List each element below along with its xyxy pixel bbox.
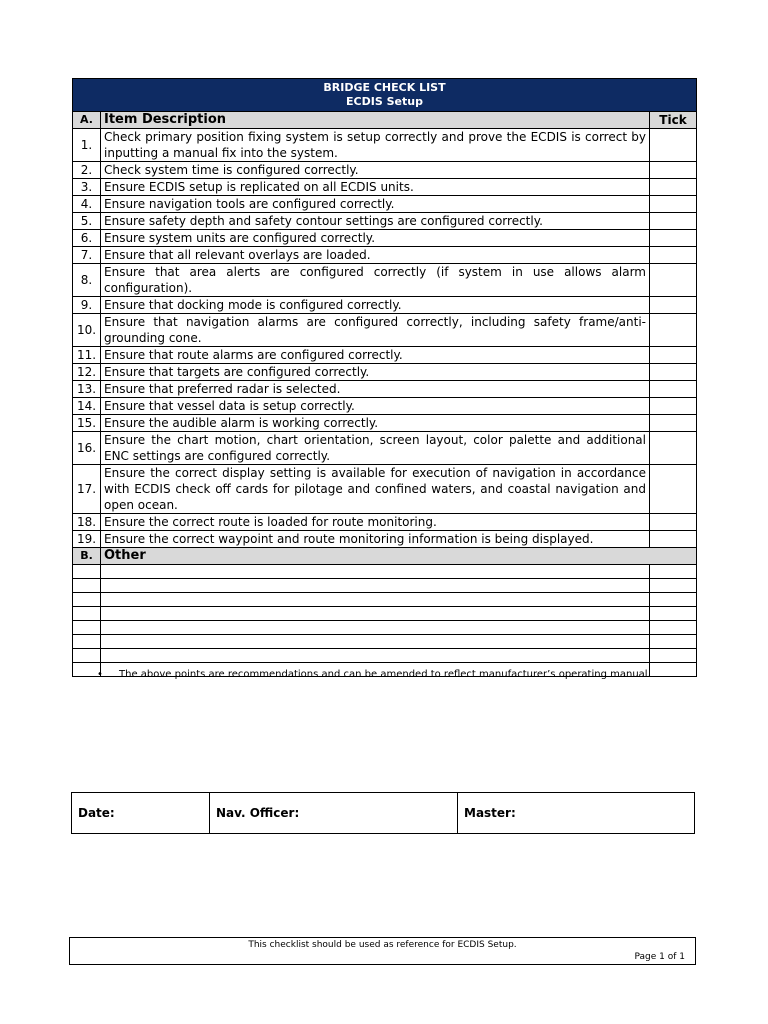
checklist-row — [73, 465, 697, 514]
item-description: Ensure the audible alarm is working correctly. — [101, 415, 650, 432]
item-number: 3. — [73, 179, 101, 196]
item-description: Check primary position fixing system is setup correctly and prove the ECDIS is correct by inputting a manual fix into the system. — [101, 129, 650, 162]
blank-tick-box[interactable] — [650, 607, 697, 621]
section-a-label: A. — [73, 112, 101, 129]
blank-number-cell — [73, 607, 101, 621]
bullet-point: • — [97, 669, 103, 680]
tick-box[interactable] — [650, 364, 697, 381]
item-number: 17. — [73, 465, 101, 514]
blank-number-cell — [73, 635, 101, 649]
item-description: Ensure that navigation alarms are configured correctly, including safety frame/anti-grounding cone. — [101, 314, 650, 347]
item-number: 7. — [73, 247, 101, 264]
blank-number-cell — [73, 565, 101, 579]
blank-tick-box[interactable] — [650, 635, 697, 649]
checklist-subtitle: ECDIS Setup — [346, 95, 423, 108]
checklist-row — [73, 247, 697, 264]
item-description: Ensure that route alarms are configured correctly. — [101, 347, 650, 364]
page-footer — [69, 937, 696, 965]
tick-box[interactable] — [650, 162, 697, 179]
item-number: 8. — [73, 264, 101, 297]
item-description: Ensure that all relevant overlays are loaded. — [101, 247, 650, 264]
item-description: Ensure the correct route is loaded for route monitoring. — [101, 514, 650, 531]
item-number: 16. — [73, 432, 101, 465]
item-number: 14. — [73, 398, 101, 415]
tick-box[interactable] — [650, 398, 697, 415]
other-header: Other — [101, 548, 697, 565]
tick-box[interactable] — [650, 415, 697, 432]
blank-description-cell[interactable] — [101, 565, 650, 579]
blank-description-cell[interactable] — [101, 579, 650, 593]
tick-box[interactable] — [650, 432, 697, 465]
checklist-row — [73, 381, 697, 398]
blank-number-cell — [73, 593, 101, 607]
tick-box[interactable] — [650, 129, 697, 162]
item-description: Ensure that vessel data is setup correctly. — [101, 398, 650, 415]
item-number: 6. — [73, 230, 101, 247]
tick-box[interactable] — [650, 514, 697, 531]
tick-box[interactable] — [650, 179, 697, 196]
item-description: Ensure that targets are configured correctly. — [101, 364, 650, 381]
checklist-row — [73, 162, 697, 179]
date-field[interactable]: Date: — [72, 793, 210, 834]
section-b-label: B. — [73, 548, 101, 565]
checklist-row — [73, 415, 697, 432]
checklist-row — [73, 213, 697, 230]
tick-box[interactable] — [650, 347, 697, 364]
blank-tick-box[interactable] — [650, 579, 697, 593]
checklist-row — [73, 129, 697, 162]
blank-description-cell[interactable] — [101, 649, 650, 663]
nav-officer-field[interactable]: Nav. Officer: — [210, 793, 458, 834]
item-number: 19. — [73, 531, 101, 548]
page-number: Page 1 of 1 — [634, 952, 685, 962]
blank-row — [73, 635, 697, 649]
checklist-row — [73, 531, 697, 548]
blank-tick-box[interactable] — [650, 593, 697, 607]
item-number: 2. — [73, 162, 101, 179]
checklist-title: BRIDGE CHECK LIST — [323, 81, 446, 94]
checklist-row — [73, 297, 697, 314]
section-b-header-row — [73, 548, 697, 565]
footer-reference: This checklist should be used as reference for ECDIS Setup. — [248, 940, 517, 950]
checklist-row — [73, 398, 697, 415]
item-description: Ensure ECDIS setup is replicated on all ECDIS units. — [101, 179, 650, 196]
item-number: 13. — [73, 381, 101, 398]
blank-description-cell[interactable] — [101, 593, 650, 607]
blank-description-cell[interactable] — [101, 607, 650, 621]
item-description: Ensure system units are configured correctly. — [101, 230, 650, 247]
tick-box[interactable] — [650, 247, 697, 264]
blank-row — [73, 649, 697, 663]
checklist-row — [73, 364, 697, 381]
item-description: Ensure safety depth and safety contour settings are configured correctly. — [101, 213, 650, 230]
item-number: 18. — [73, 514, 101, 531]
item-description: Ensure that area alerts are configured correctly (if system in use allows alarm configuration). — [101, 264, 650, 297]
blank-row — [73, 607, 697, 621]
item-description: Ensure the chart motion, chart orientation, screen layout, color palette and additional ENC settings are configured correctly. — [101, 432, 650, 465]
tick-box[interactable] — [650, 213, 697, 230]
tick-box[interactable] — [650, 381, 697, 398]
blank-row — [73, 565, 697, 579]
checklist-row — [73, 179, 697, 196]
section-a-header-row — [73, 112, 697, 129]
checklist-row — [73, 432, 697, 465]
blank-description-cell[interactable] — [101, 621, 650, 635]
tick-box[interactable] — [650, 196, 697, 213]
tick-box[interactable] — [650, 465, 697, 514]
item-number: 15. — [73, 415, 101, 432]
item-number: 11. — [73, 347, 101, 364]
tick-box[interactable] — [650, 297, 697, 314]
item-number: 10. — [73, 314, 101, 347]
checklist-title-cell — [73, 79, 697, 112]
item-description: Ensure the correct waypoint and route monitoring information is being displayed. — [101, 531, 650, 548]
checklist-row — [73, 196, 697, 213]
item-description: Ensure that docking mode is configured correctly. — [101, 297, 650, 314]
tick-box[interactable] — [650, 531, 697, 548]
blank-tick-box[interactable] — [650, 621, 697, 635]
tick-box[interactable] — [650, 264, 697, 297]
master-field[interactable]: Master: — [458, 793, 695, 834]
blank-number-cell — [73, 579, 101, 593]
checklist-row — [73, 230, 697, 247]
checklist-row — [73, 264, 697, 297]
tick-box[interactable] — [650, 230, 697, 247]
blank-description-cell[interactable] — [101, 635, 650, 649]
item-number: 5. — [73, 213, 101, 230]
item-description: Check system time is configured correctly. — [101, 162, 650, 179]
blank-number-cell — [73, 649, 101, 663]
checklist-row — [73, 514, 697, 531]
tick-header: Tick — [650, 112, 697, 129]
item-description: Ensure the correct display setting is available for execution of navigation in accordance with ECDIS check off cards for pilotage and confined waters, and coastal navigation and open ocean. — [101, 465, 650, 514]
blank-row — [73, 621, 697, 635]
checklist-row — [73, 347, 697, 364]
item-description-header: Item Description — [101, 112, 650, 129]
item-description: Ensure navigation tools are configured correctly. — [101, 196, 650, 213]
blank-number-cell — [73, 621, 101, 635]
item-number: 4. — [73, 196, 101, 213]
signature-row — [72, 793, 695, 834]
item-number: 12. — [73, 364, 101, 381]
recommendation-note-text: The above points are recommendations and can be amended to reflect manufacturer’s operating manual. — [119, 669, 651, 680]
blank-tick-box[interactable] — [650, 649, 697, 663]
item-description: Ensure that preferred radar is selected. — [101, 381, 650, 398]
checklist-title-row — [73, 79, 697, 112]
blank-row — [73, 593, 697, 607]
tick-box[interactable] — [650, 314, 697, 347]
blank-row — [73, 579, 697, 593]
blank-tick-box[interactable] — [650, 565, 697, 579]
checklist-row — [73, 314, 697, 347]
signature-table — [71, 792, 695, 834]
item-number: 9. — [73, 297, 101, 314]
checklist-table — [72, 78, 697, 677]
item-number: 1. — [73, 129, 101, 162]
blank-tick-box[interactable] — [650, 663, 697, 677]
